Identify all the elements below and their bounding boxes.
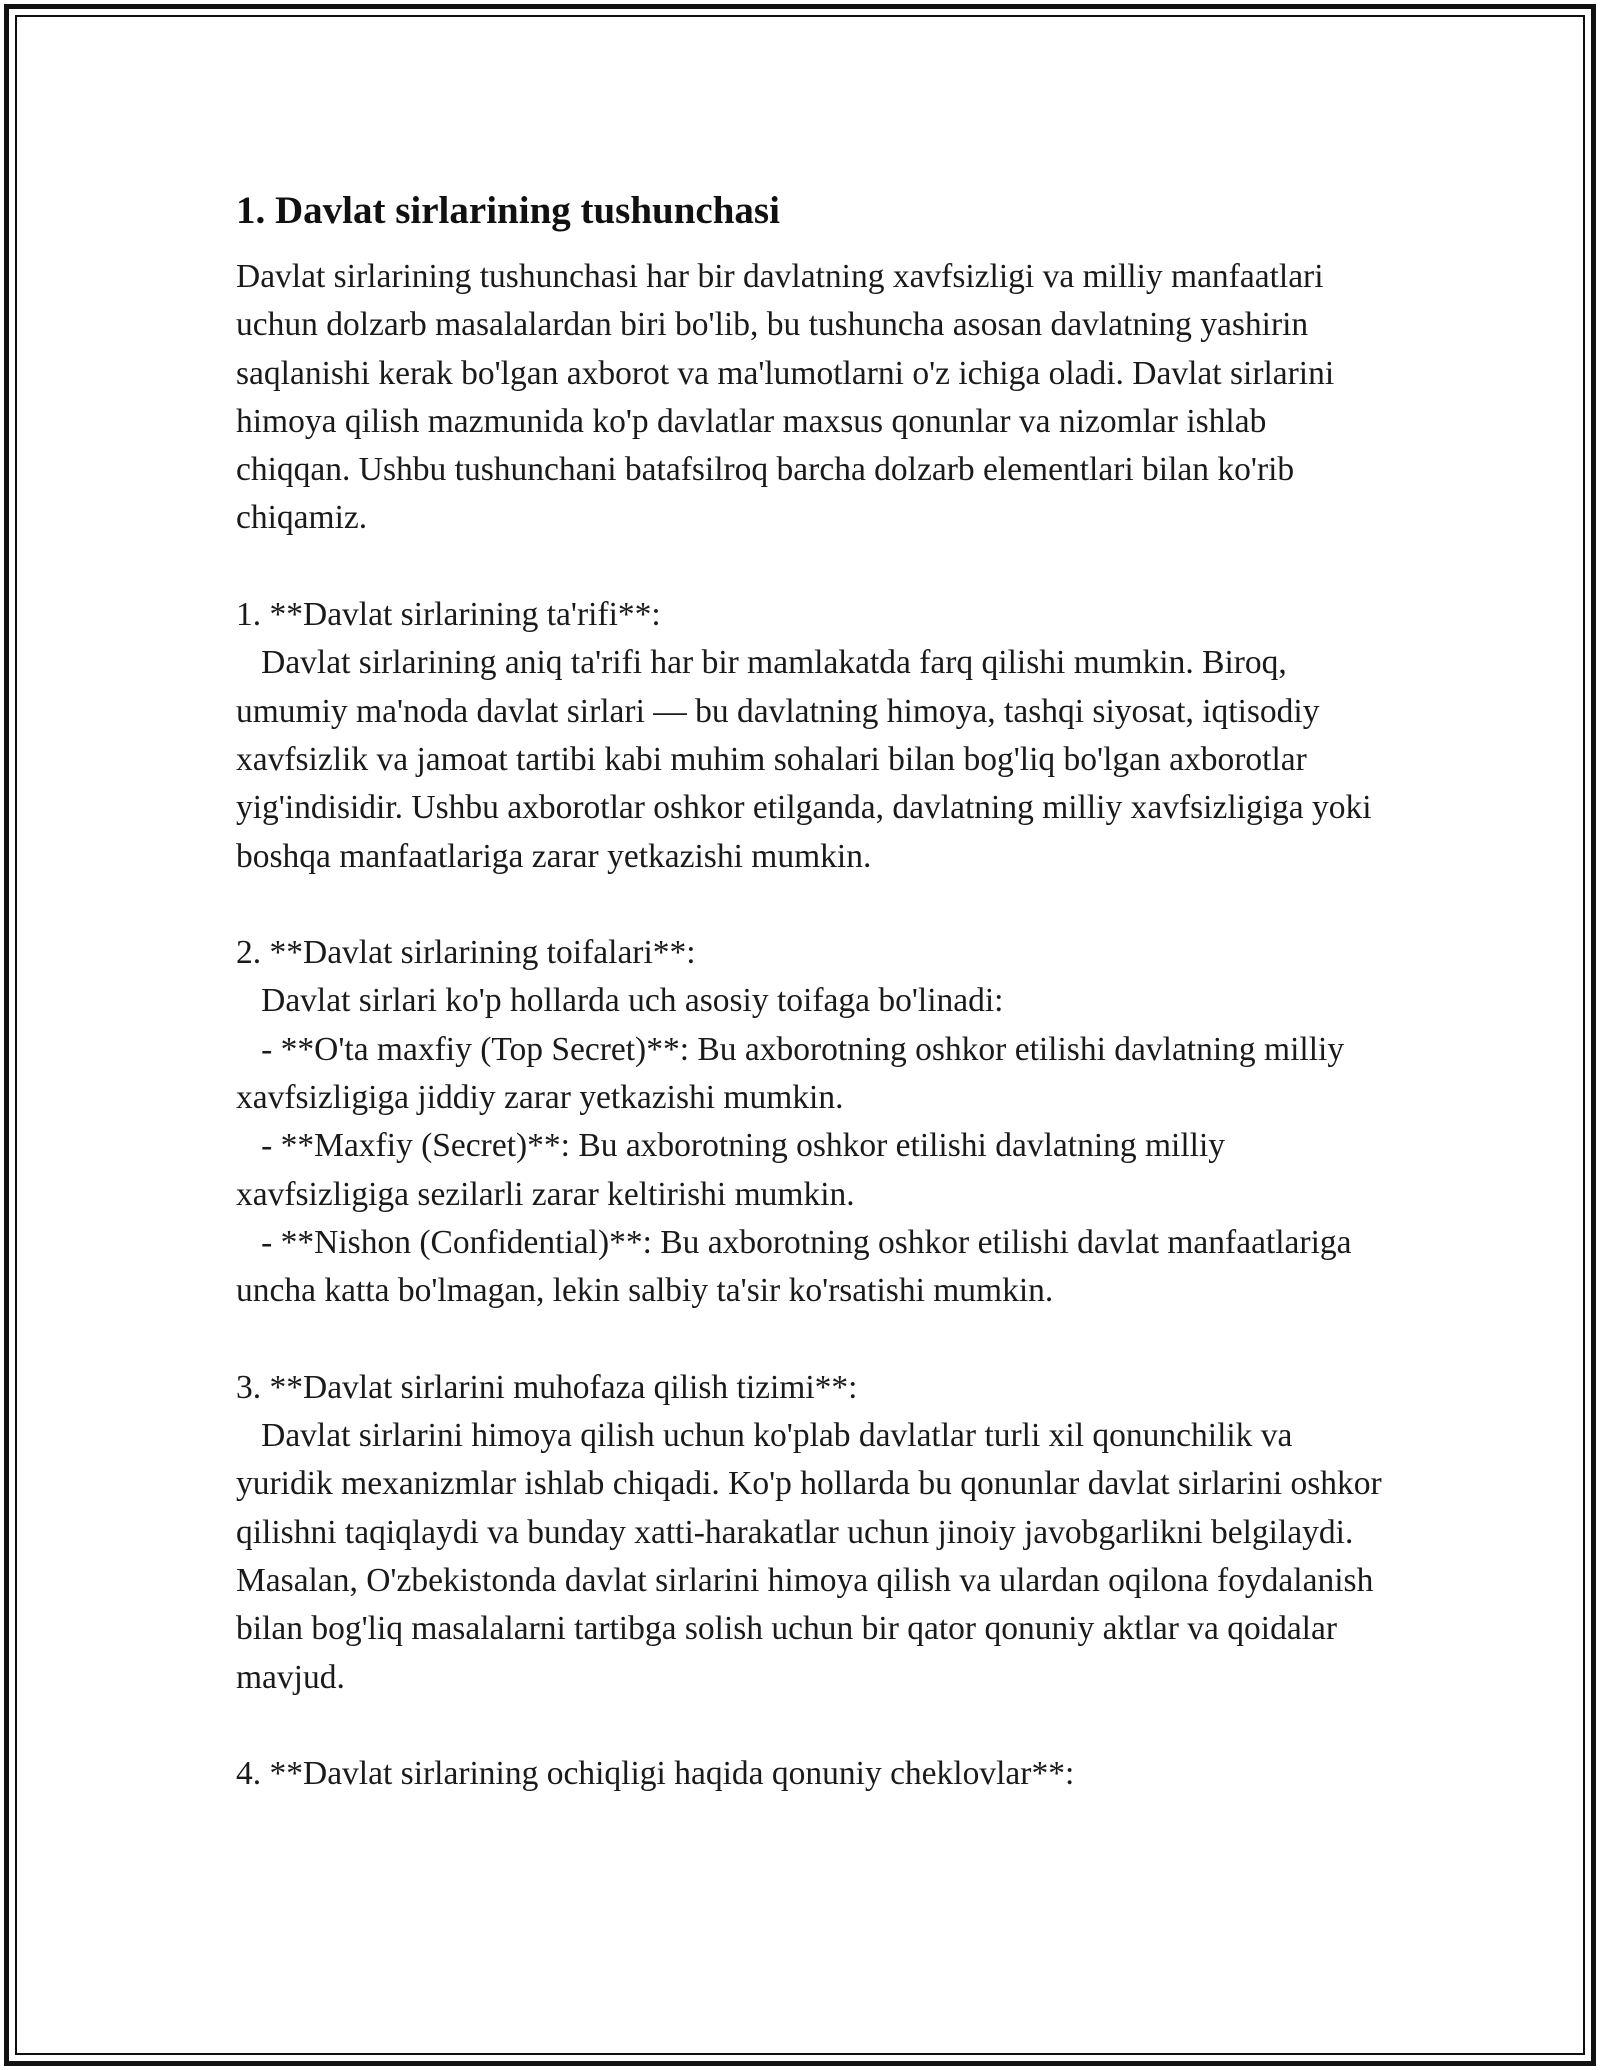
paragraph-gap bbox=[236, 881, 1386, 929]
section-3-title: 3. **Davlat sirlarini muhofaza qilish tizimi**: bbox=[236, 1368, 858, 1406]
section-4-title: 4. **Davlat sirlarining ochiqligi haqida qonuniy cheklovlar**: bbox=[236, 1755, 1075, 1793]
paragraph-gap bbox=[236, 543, 1386, 591]
section-2-title: 2. **Davlat sirlarining toifalari**: bbox=[236, 934, 696, 972]
paragraph-gap bbox=[236, 1316, 1386, 1364]
section-1-title: 1. **Davlat sirlarining ta'rifi**: bbox=[236, 596, 661, 634]
section-3-body: Davlat sirlarini himoya qilish uchun ko'plab davlatlar turli xil qonunchilik va yuridik mexanizmlar ishlab chiqadi. Ko'p hollarda bu qonunlar davlat sirlarini oshkor qilishni taqiqlaydi va bunday xatti-harakatlar uchun jinoiy javobgarlikni belgilaydi. Masalan, O'zbekistonda davlat sirlarini himoya qilish va ulardan oqilona foydalanish bilan bog'liq masalalarni tartibga solish uchun bir qator qonuniy aktlar va qoidalar mavjud. bbox=[236, 1417, 1391, 1696]
document-body bbox=[236, 185, 1391, 1799]
intro-paragraph: Davlat sirlarining tushunchasi har bir davlatning xavfsizligi va milliy manfaatlari uchun dolzarb masalalardan biri bo'lib, bu tushuncha asosan davlatning yashirin saqlanishi kerak bo'lgan axborot va ma'lumotlarni o'z ichiga oladi. Davlat sirlarini himoya qilish mazmunida ko'p davlatlar maxsus qonunlar va nizomlar ishlab chiqqan. Ushbu tushunchani batafsilroq barcha dolzarb elementlari bilan ko'rib chiqamiz. bbox=[236, 258, 1343, 537]
section-heading: 1. Davlat sirlarining tushunchasi bbox=[236, 189, 780, 232]
section-2-item-secret: - **Maxfiy (Secret)**: Bu axborotning oshkor etilishi davlatning milliy xavfsizligiga sezilarli zarar keltirishi mumkin. bbox=[236, 1127, 1234, 1213]
section-1-body: Davlat sirlarining aniq ta'rifi har bir mamlakatda farq qilishi mumkin. Biroq, umumiy ma'noda davlat sirlari — bu davlatning himoya, tashqi siyosat, iqtisodiy xavfsizlik va jamoat tartibi kabi muhim sohalari bilan bog'liq bo'lgan axborotlar yig'indisidir. Ushbu axborotlar oshkor etilganda, davlatning milliy xavfsizligiga yoki boshqa manfaatlariga zarar yetkazishi mumkin. bbox=[236, 644, 1380, 875]
section-2-item-top-secret: - **O'ta maxfiy (Top Secret)**: Bu axborotning oshkor etilishi davlatning milliy xavfsizligiga jiddiy zarar yetkazishi mumkin. bbox=[236, 1030, 1353, 1117]
section-2-item-confidential: - **Nishon (Confidential)**: Bu axborotning oshkor etilishi davlat manfaatlariga uncha katta bo'lmagan, lekin salbiy ta'sir ko'rsatishi mumkin. bbox=[236, 1223, 1360, 1310]
paragraph-gap bbox=[236, 1702, 1386, 1750]
section-2-intro: Davlat sirlari ko'p hollarda uch asosiy toifaga bo'linadi: bbox=[236, 982, 1004, 1020]
